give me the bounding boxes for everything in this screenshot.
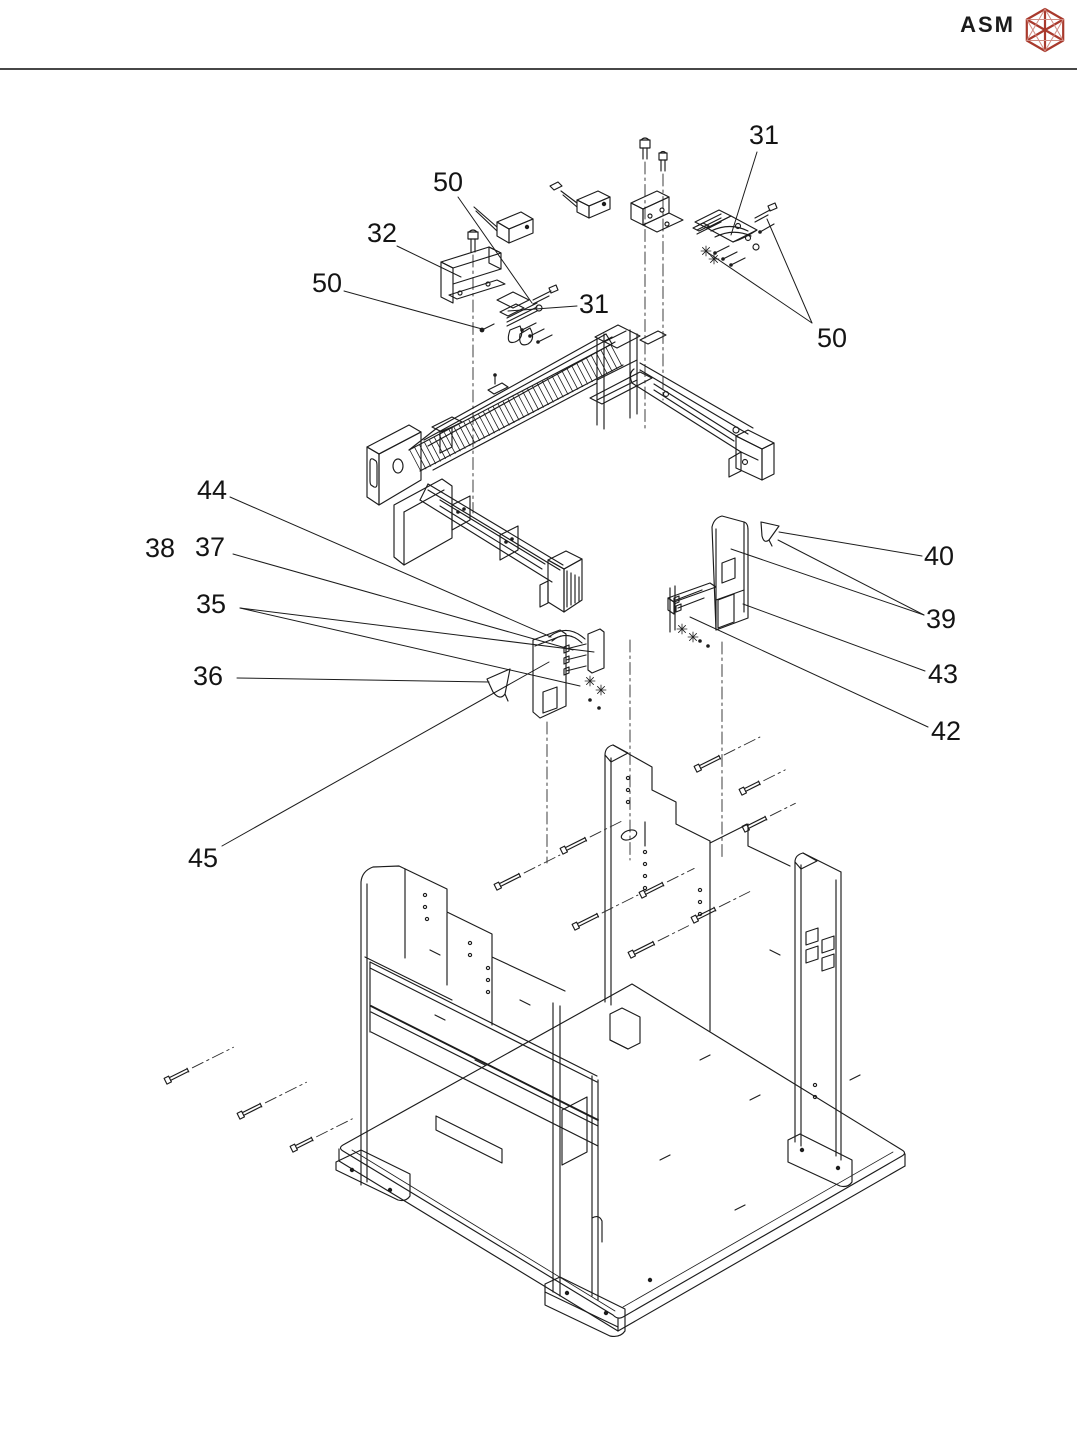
callout-label-38: 38 bbox=[144, 533, 176, 563]
callout-label-43: 43 bbox=[927, 659, 959, 689]
leader-line-36 bbox=[237, 678, 489, 682]
leader-line-43 bbox=[743, 604, 925, 671]
leader-line-39 bbox=[778, 540, 924, 615]
panel-bracket-assembly-right bbox=[668, 516, 779, 648]
floor-stand bbox=[336, 745, 905, 1336]
callout-label-35: 35 bbox=[195, 589, 227, 619]
callout-label-39: 39 bbox=[925, 604, 957, 634]
callout-label-40: 40 bbox=[923, 541, 955, 571]
brand-text: ASM bbox=[960, 12, 1015, 37]
callout-label-50: 50 bbox=[432, 167, 464, 197]
leader-line-31 bbox=[508, 306, 577, 311]
mounting-bolts bbox=[164, 737, 795, 1152]
callout-label-50: 50 bbox=[311, 268, 343, 298]
center-lines bbox=[473, 162, 722, 863]
callout-label-37: 37 bbox=[194, 532, 226, 562]
leader-line-35 bbox=[240, 608, 580, 686]
leader-line-37 bbox=[233, 554, 573, 650]
callout-label-45: 45 bbox=[187, 843, 219, 873]
callout-label-42: 42 bbox=[930, 716, 962, 746]
leader-line-45 bbox=[222, 662, 549, 846]
leader-line-35 bbox=[240, 608, 594, 652]
callout-label-50: 50 bbox=[816, 323, 848, 353]
leader-line-42 bbox=[690, 617, 928, 727]
leader-line-32 bbox=[397, 246, 461, 277]
callout-label-44: 44 bbox=[196, 475, 228, 505]
leader-line-39 bbox=[731, 549, 924, 615]
callout-layer bbox=[145, 120, 961, 873]
leader-line-40 bbox=[779, 532, 922, 556]
feeder-bank-frame bbox=[367, 325, 774, 612]
leader-line-50 bbox=[344, 291, 482, 329]
callout-label-36: 36 bbox=[192, 661, 224, 691]
callout-label-31: 31 bbox=[578, 289, 610, 319]
callout-label-32: 32 bbox=[366, 218, 398, 248]
callout-label-31: 31 bbox=[748, 120, 780, 150]
sensor-bracket-assembly-right bbox=[693, 203, 777, 267]
